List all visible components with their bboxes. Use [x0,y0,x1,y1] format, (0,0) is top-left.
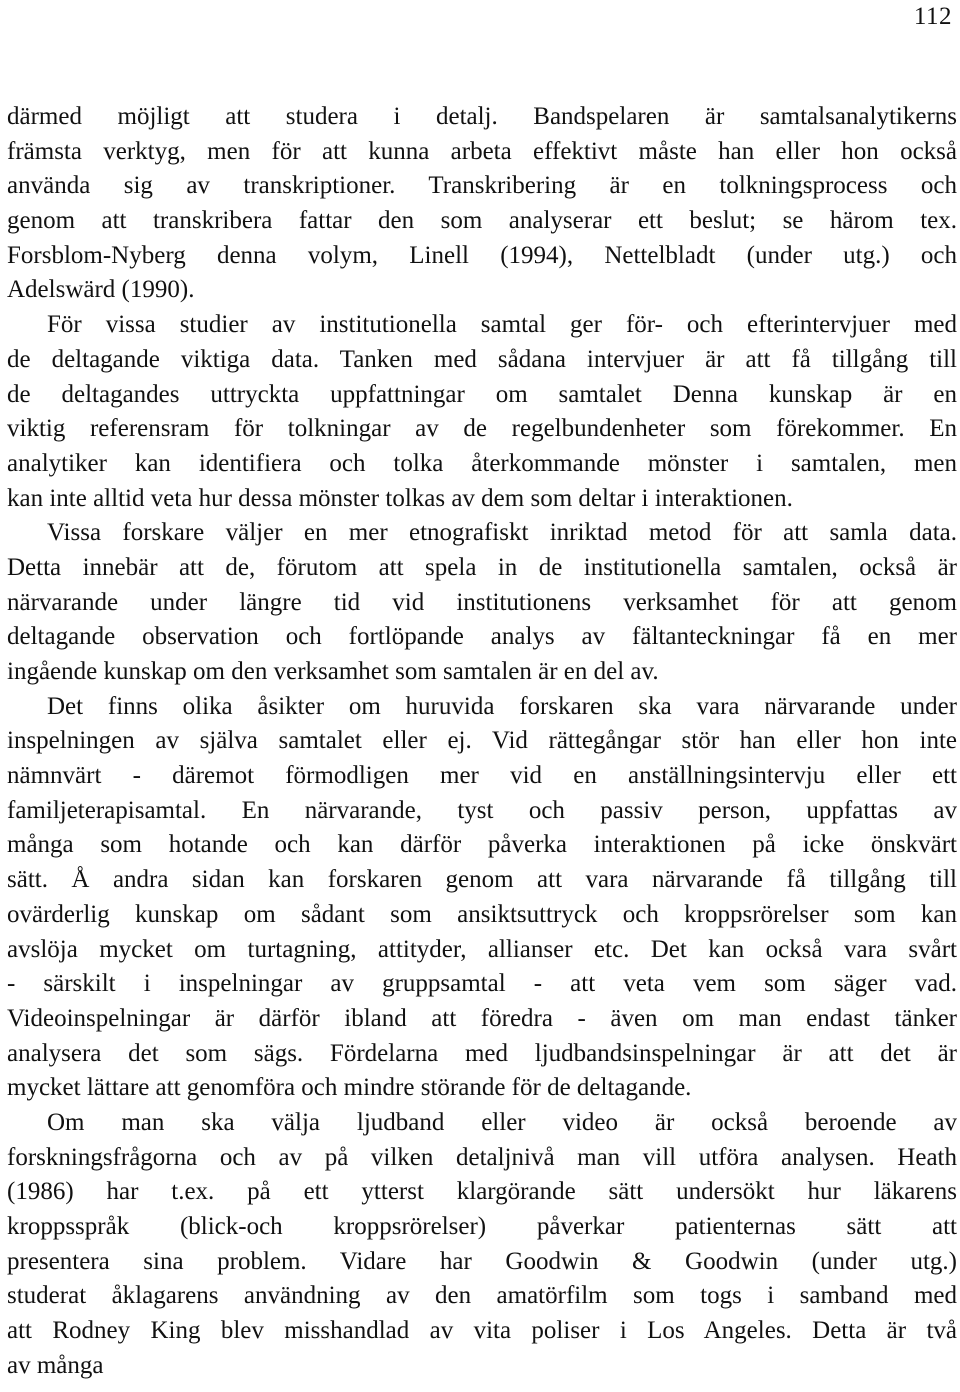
text-line: deltagande observation och fortlöpande analys av fältanteckningar få en mer [7,623,957,651]
text-line: Detta innebär att de, förutom att spela in de institutionella samtalen, också är [7,553,957,581]
text-line: Det finns olika åsikter om huruvida forskaren ska vara närvarande under [47,692,957,720]
text-line: För vissa studier av institutionella samtal ger för- och efterintervjuer med [47,311,957,339]
text-line: ingående kunskap om den verksamhet som samtalen är en del av. [7,658,659,685]
text-line: presentera sina problem. Vidare har Goodwin & Goodwin (under utg.) [7,1247,957,1275]
text-line: många som hotande och kan därför påverka interaktionen på icke önskvärt [7,831,957,859]
text-line: forskningsfrågorna och av på vilken detaljnivå man vill utföra analysen. Heath [7,1143,957,1171]
paragraph [7,516,957,689]
text-line: (1986) har t.ex. på ett ytterst klargörande sätt undersökt hur läkarens [7,1178,957,1206]
text-line: Vissa forskare väljer en mer etnografiskt inriktad metod för att samla data. [47,519,957,547]
paragraph [7,690,957,1106]
text-line: närvarande under längre tid vid institutionens verksamhet för att genom [7,588,957,616]
text-line: familjeterapisamtal. En närvarande, tyst och passiv person, uppfattas av [7,796,957,824]
body-text [7,100,957,1383]
text-line: nämnvärt - däremot förmodligen mer vid en anställningsintervju eller ett [7,762,957,790]
text-line: inspelningen av själva samtalet eller ej. Vid rättegångar stör han eller hon inte [7,727,957,755]
text-line: avslöja mycket om turtagning, attityder, allianser etc. Det kan också vara svårt [7,935,957,963]
text-line: - särskilt i inspelningar av gruppsamtal - att veta vem som säger vad. [7,970,957,998]
paragraph [7,100,957,308]
text-line: mycket lättare att genomföra och mindre störande för de deltagande. [7,1074,692,1102]
text-line: av många [7,1351,104,1379]
paragraph [7,308,957,516]
text-line: kroppsspråk (blick-och kroppsrörelser) påverkar patienternas sätt att [7,1213,957,1240]
text-line: kan inte alltid veta hur dessa mönster tolkas av dem som deltar i interaktionen. [7,484,793,512]
text-line: Forsblom-Nyberg denna volym, Linell (1994), Nettelbladt (under utg.) och [7,241,957,269]
text-line: de deltagande viktiga data. Tanken med sådana intervjuer är att få tillgång till [7,345,957,373]
text-line: använda sig av transkriptioner. Transkribering är en tolkningsprocess och [7,172,957,200]
text-line: främsta verktyg, men för att kunna arbeta effektivt måste han eller hon också [7,137,957,165]
text-line: analysera det som sägs. Fördelarna med ljudbandsinspelningar är att det är [7,1039,957,1067]
page-number: 112 [913,3,952,30]
text-line: analytiker kan identifiera och tolka återkommande mönster i samtalen, men [7,449,957,477]
text-line: de deltagandes uttryckta uppfattningar om samtalet Denna kunskap är en [7,380,957,408]
text-line: genom att transkribera fattar den som analyserar ett beslut; se härom tex. [7,207,957,235]
text-line: sätt. Å andra sidan kan forskaren genom att vara närvarande få tillgång till [7,866,957,894]
text-line: Om man ska välja ljudband eller video är också beroende av [47,1108,957,1136]
text-line: ovärderlig kunskap om sådant som ansiktsuttryck och kroppsrörelser som kan [7,900,957,928]
text-line: därmed möjligt att studera i detalj. Bandspelaren är samtalsanalytikerns [7,103,957,130]
paragraph [7,1106,957,1384]
text-line: viktig referensram för tolkningar av de regelbundenheter som förekommer. En [7,415,957,443]
text-line: studerat åklagarens användning av den amatörfilm som togs i samband med [7,1282,957,1310]
text-line: Videoinspelningar är därför ibland att föredra - även om man endast tänker [7,1004,957,1032]
text-line: Adelswärd (1990). [7,276,195,304]
text-line: att Rodney King blev misshandlad av vita poliser i Los Angeles. Detta är två [7,1317,957,1345]
